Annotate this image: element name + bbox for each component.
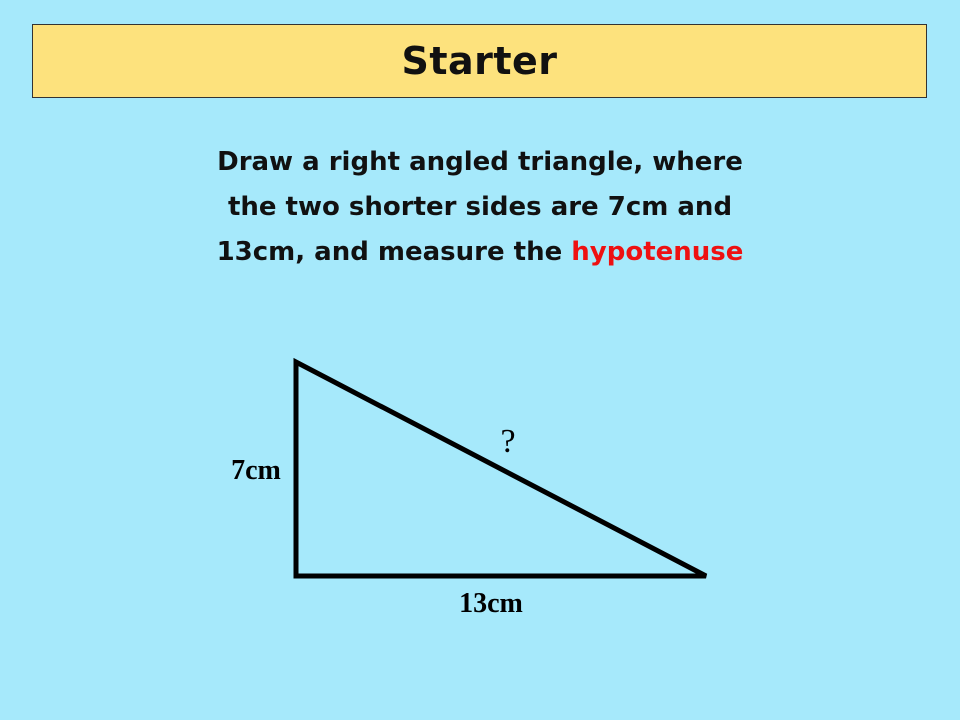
instructions-line-2: the two shorter sides are 7cm and (227, 192, 733, 222)
base-label: 13cm (459, 588, 523, 619)
slide-title: Starter (401, 39, 558, 83)
right-triangle (296, 362, 706, 576)
hypotenuse-label: ? (500, 423, 516, 460)
hypotenuse-highlight: hypotenuse (571, 237, 744, 267)
instructions-line-1: Draw a right angled triangle, where (217, 147, 743, 177)
instructions-line-3-prefix: 13cm, and measure the (216, 237, 572, 267)
vertical-side-label: 7cm (231, 455, 281, 486)
